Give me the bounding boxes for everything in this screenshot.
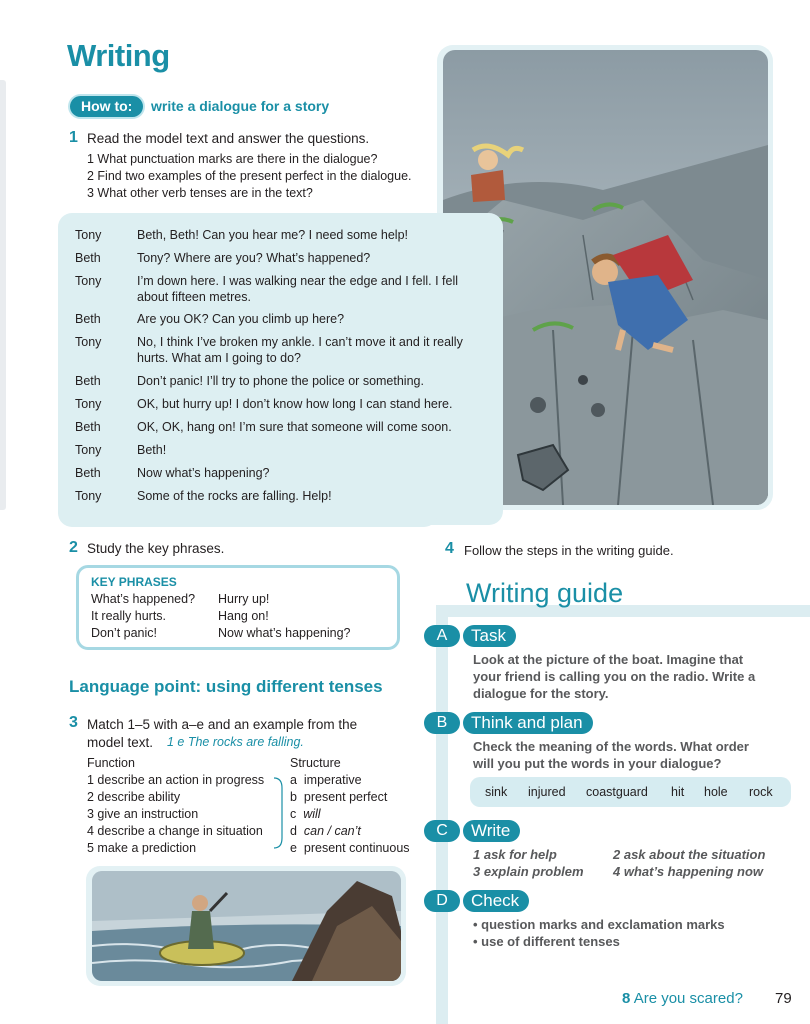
guide-side-bar	[436, 605, 448, 1024]
q4-text: Follow the steps in the writing guide.	[464, 543, 674, 558]
bracket-divider	[272, 776, 286, 850]
structure-item	[290, 840, 410, 857]
step-a-text: Look at the picture of the boat. Imagine that your friend is calling you on the radio. Write a dialogue for the story.	[473, 652, 756, 701]
function-item: 5 make a prediction	[87, 841, 197, 855]
structure-item	[290, 789, 387, 806]
speaker: Tony	[75, 335, 102, 349]
write-item: 3 explain problem	[473, 864, 584, 879]
q2-number: 2	[69, 539, 78, 556]
structure-text: will	[303, 807, 321, 821]
step-b-text: Check the meaning of the words. What order will you put the words in your dialogue?	[473, 739, 749, 771]
how-to-text: write a dialogue for a story	[151, 98, 330, 114]
q3-text-line2: model text.	[87, 735, 154, 750]
key-phrase: What’s happened?	[91, 592, 196, 606]
word-item: coastguard	[586, 785, 648, 799]
check-item: • use of different tenses	[473, 934, 620, 949]
dialogue-line: Don’t panic! I’ll try to phone the police or something.	[137, 374, 424, 388]
check-item: • question marks and exclamation marks	[473, 917, 725, 932]
word-item: sink	[485, 785, 508, 799]
structure-letter: d	[290, 824, 297, 838]
q3-text-line1: Match 1–5 with a–e and an example from the	[87, 717, 358, 732]
function-item: 2 describe ability	[87, 790, 181, 804]
page-edge-strip	[0, 80, 6, 510]
q3-example: 1 e The rocks are falling.	[167, 735, 304, 749]
structure-text: imperative	[303, 773, 362, 787]
structure-letter: a	[290, 773, 297, 787]
step-b-label: Think and plan	[463, 712, 593, 734]
chapter-footer	[622, 990, 743, 1007]
structure-text: can / can’t	[303, 824, 361, 838]
structure-item	[290, 823, 361, 840]
structure-letter: e	[290, 841, 297, 855]
q1-number: 1	[69, 129, 78, 146]
key-phrase: Don’t panic!	[91, 626, 158, 640]
word-item: hit	[671, 785, 685, 799]
key-phrase: Hurry up!	[218, 592, 270, 606]
dialogue-line: Beth, Beth! Can you hear me? I need some help!	[137, 228, 409, 242]
step-d-label: Check	[463, 890, 529, 912]
q1-text: Read the model text and answer the questions.	[87, 131, 370, 146]
structure-item	[290, 806, 321, 823]
dialogue-line: Tony? Where are you? What’s happened?	[137, 251, 371, 265]
structure-item	[290, 772, 362, 789]
dialogue-line: Now what’s happening?	[137, 466, 270, 480]
page-number: 79	[775, 990, 792, 1007]
step-d-letter: D	[424, 890, 460, 912]
structure-text: present perfect	[303, 790, 388, 804]
word-item: rock	[749, 785, 773, 799]
speaker: Beth	[75, 420, 101, 434]
writing-guide-title: Writing guide	[466, 578, 624, 608]
q4-number: 4	[445, 540, 454, 557]
write-item: 2 ask about the situation	[613, 847, 766, 862]
step-c-letter: C	[424, 820, 460, 842]
q1-item-3: 3 What other verb tenses are in the text?	[87, 186, 313, 200]
speaker: Tony	[75, 489, 102, 503]
q1-item-1: 1 What punctuation marks are there in the dialogue?	[87, 152, 378, 166]
dialogue-line: Some of the rocks are falling. Help!	[137, 489, 332, 503]
dialogue-line: OK, OK, hang on! I’m sure that someone will come soon.	[137, 420, 452, 434]
structure-letter: c	[290, 807, 297, 821]
chapter-number: 8	[622, 990, 631, 1007]
speaker: Tony	[75, 443, 102, 457]
write-item: 4 what’s happening now	[613, 864, 763, 879]
step-a-letter: A	[424, 625, 460, 647]
dialogue-line: I’m down here. I was walking near the edge and I fell. I fell about fifteen metres.	[137, 274, 459, 304]
dialogue-line: No, I think I’ve broken my ankle. I can’t move it and it really hurts. What am I going to do?	[137, 335, 463, 365]
speaker: Tony	[75, 228, 102, 242]
function-item: 1 describe an action in progress	[87, 773, 265, 787]
key-phrase: Now what’s happening?	[218, 626, 351, 640]
dialogue-line: Are you OK? Can you climb up here?	[137, 312, 345, 326]
structure-heading: Structure	[290, 756, 341, 770]
q2-text: Study the key phrases.	[87, 541, 225, 556]
language-point-heading: Language point: using different tenses	[69, 677, 383, 696]
function-item: 3 give an instruction	[87, 807, 199, 821]
function-heading: Function	[87, 756, 135, 770]
chapter-title: Are you scared?	[633, 990, 743, 1007]
speaker: Beth	[75, 312, 101, 326]
structure-letter: b	[290, 790, 297, 804]
word-item: hole	[704, 785, 728, 799]
speaker: Beth	[75, 466, 101, 480]
speaker: Tony	[75, 274, 102, 288]
structure-text: present continuous	[303, 841, 410, 855]
boat-illustration	[92, 871, 401, 981]
step-a-label: Task	[463, 625, 516, 647]
speaker: Beth	[75, 251, 101, 265]
write-item: 1 ask for help	[473, 847, 557, 862]
q1-item-2: 2 Find two examples of the present perfect in the dialogue.	[87, 169, 412, 183]
page-title: Writing	[67, 38, 170, 73]
q3-number: 3	[69, 714, 78, 731]
step-c-label: Write	[463, 820, 520, 842]
key-phrase: It really hurts.	[91, 609, 167, 623]
word-item: injured	[528, 785, 566, 799]
dialogue-line: OK, but hurry up! I don’t know how long I can stand here.	[137, 397, 453, 411]
dialogue-line: Beth!	[137, 443, 167, 457]
key-phrases-heading: KEY PHRASES	[91, 575, 177, 589]
function-item: 4 describe a change in situation	[87, 824, 263, 838]
step-b-letter: B	[424, 712, 460, 734]
speaker: Beth	[75, 374, 101, 388]
how-to-badge: How to:	[70, 96, 143, 117]
speaker: Tony	[75, 397, 102, 411]
key-phrase: Hang on!	[218, 609, 269, 623]
